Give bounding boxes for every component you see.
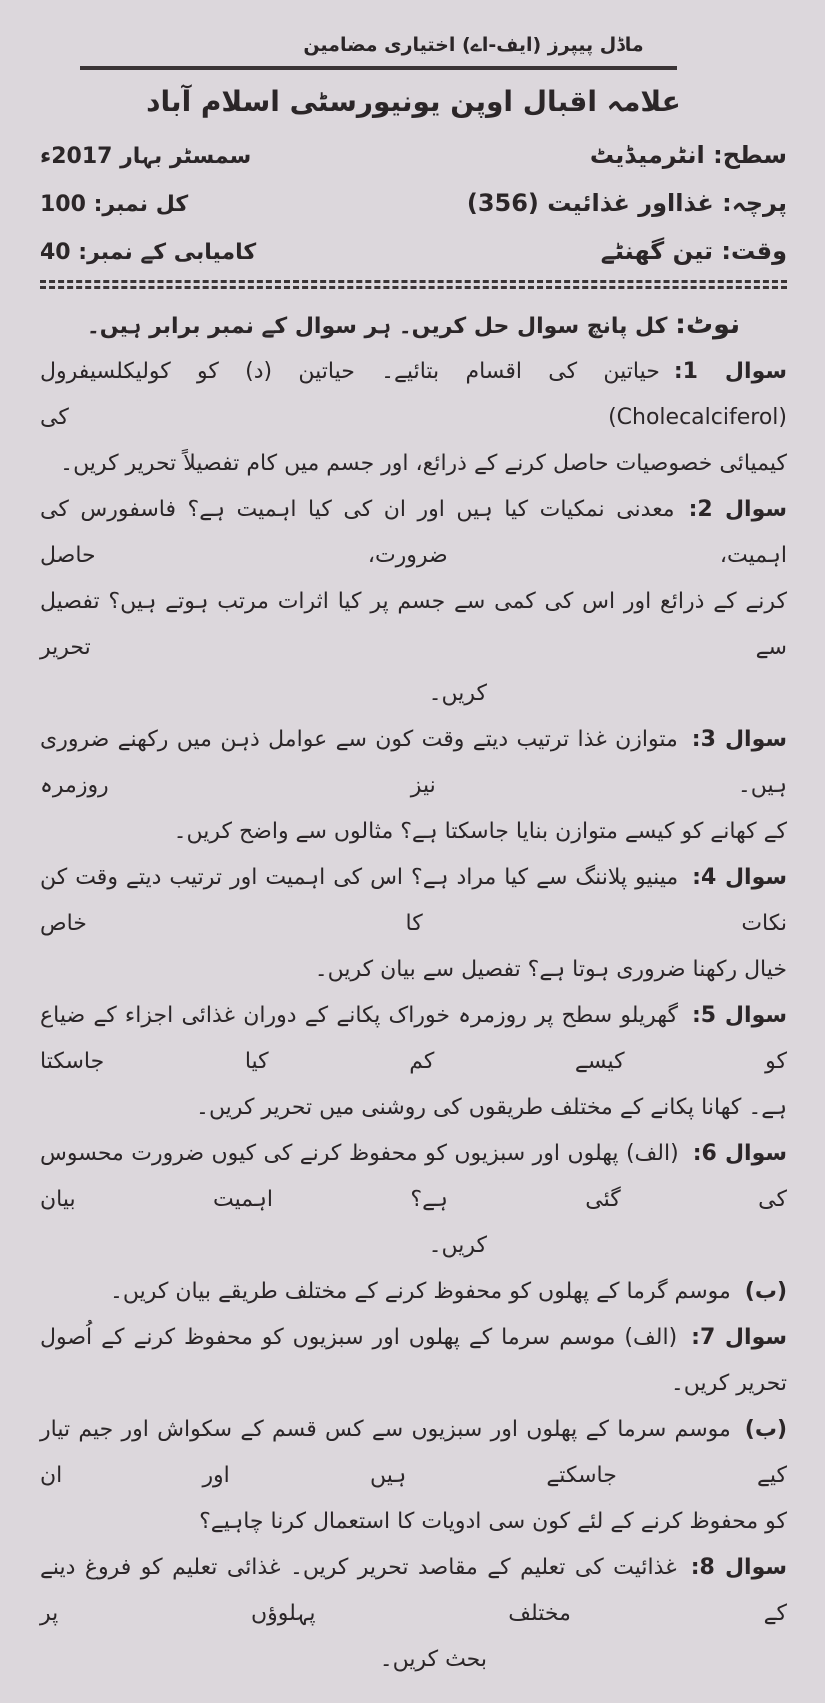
question-text: موسم گرما کے پھلوں کو محفوظ کرنے کے مختلف طریقے بیان کریں۔ <box>109 1279 731 1304</box>
header-row <box>40 180 787 228</box>
total-marks: کل نمبر: 100 <box>40 192 189 217</box>
note-label: نوٹ: <box>675 309 741 340</box>
question-label: سوال 2: <box>688 497 787 522</box>
question-text: گھریلو سطح پر روزمرہ خوراک پکانے کے دوران غذائی اجزاء کے ضیاع کو کیسے کم کیا جاسکتا <box>40 1003 787 1074</box>
question-label: سوال 8: <box>690 1555 788 1580</box>
header-row <box>40 132 787 180</box>
series-title: ماڈل پیپرز (ایف-اے) اختیاری مضامین <box>303 34 644 56</box>
divider <box>40 286 787 289</box>
question-label: سوال 3: <box>691 727 788 752</box>
question-text: متوازن غذا ترتیب دیتے وقت کون سے عوامل ذہن میں رکھنے ضروری ہیں۔ نیز روزمرہ <box>40 727 787 798</box>
question-9-first-line <box>40 1407 787 1499</box>
question-line <box>40 441 787 487</box>
question-text: معدنی نمکیات کیا ہیں اور ان کی کیا اہمیت ہے؟ فاسفورس کی اہمیت، ضرورت، حاصل <box>40 497 787 568</box>
question-1-first-line <box>40 349 787 441</box>
question-8-first-line <box>40 1315 787 1407</box>
question-line <box>40 671 787 717</box>
question-text: کریں۔ <box>428 681 487 706</box>
question-text: کے کھانے کو کیسے متوازن بنایا جاسکتا ہے؟ مثالوں سے واضح کریں۔ <box>173 819 787 844</box>
pass-marks: کامیابی کے نمبر: 40 <box>40 240 257 265</box>
question-6-first-line <box>40 1131 787 1223</box>
note <box>40 303 787 349</box>
question-line <box>40 1223 787 1269</box>
question-line <box>40 809 787 855</box>
questions <box>40 349 787 1683</box>
header-rule <box>80 66 677 70</box>
question-text: ہے۔ کھانا پکانے کے مختلف طریقوں کی روشنی میں تحریر کریں۔ <box>196 1095 787 1120</box>
semester: سمسٹر بہار 2017ء <box>40 144 252 169</box>
level: سطح: انٹرمیڈیٹ <box>589 141 787 169</box>
question-text: غذائیت کی تعلیم کے مقاصد تحریر کریں۔ غذائی تعلیم کو فروغ دینے کے مختلف پہلوؤں پر <box>40 1555 787 1626</box>
question-line <box>40 1499 787 1545</box>
question-7-first-line <box>40 1269 787 1315</box>
question-text: (الف) پھلوں اور سبزیوں کو محفوظ کرنے کی کیوں ضرورت محسوس کی گئی ہے؟ اہمیت بیان <box>40 1141 787 1212</box>
question-text: بحث کریں۔ <box>379 1647 487 1672</box>
question-2-first-line <box>40 487 787 579</box>
divider <box>40 280 787 283</box>
question-label: (ب) <box>744 1417 787 1442</box>
question-10-first-line <box>40 1545 787 1637</box>
question-text: کریں۔ <box>428 1233 487 1258</box>
question-label: سوال 6: <box>692 1141 787 1166</box>
question-text: کیمیائی خصوصیات حاصل کرنے کے ذرائع، اور جسم میں کام تفصیلاً تحریر کریں۔ <box>60 451 787 476</box>
question-line <box>40 947 787 993</box>
question-4-first-line <box>40 855 787 947</box>
header-row <box>40 228 787 276</box>
question-line <box>40 1085 787 1131</box>
note-text: کل پانچ سوال حل کریں۔ ہر سوال کے نمبر برابر ہیں۔ <box>86 314 668 339</box>
question-line <box>40 1637 787 1683</box>
question-3-first-line <box>40 717 787 809</box>
question-line <box>40 579 787 671</box>
question-label: سوال 7: <box>691 1325 787 1350</box>
question-text: خیال رکھنا ضروری ہوتا ہے؟ تفصیل سے بیان کریں۔ <box>314 957 787 982</box>
question-text: کو محفوظ کرنے کے لئے کون سی ادویات کا استعمال کرنا چاہیے؟ <box>199 1509 787 1534</box>
question-label: سوال 1: <box>673 359 787 384</box>
time: وقت: تین گھنٹے <box>600 237 787 265</box>
question-label: (ب) <box>744 1279 787 1304</box>
question-label: سوال 4: <box>692 865 788 890</box>
university-name: علامہ اقبال اوپن یونیورسٹی اسلام آباد <box>146 85 681 118</box>
question-5-first-line <box>40 993 787 1085</box>
paper: پرچہ: غذااور غذائیت (356) <box>466 189 787 217</box>
question-text: حیاتین کی اقسام بتائیے۔ حیاتین (د) کو کولیکلسیفرول (Cholecalciferol) کی <box>40 359 787 430</box>
question-text: مینیو پلاننگ سے کیا مراد ہے؟ اس کی اہمیت اور ترتیب دیتے وقت کن نکات کا خاص <box>40 865 787 936</box>
question-text: موسم سرما کے پھلوں اور سبزیوں سے کس قسم کے سکواش اور جیم تیار کیے جاسکتے ہیں اور ان <box>40 1417 787 1488</box>
question-text: (الف) موسم سرما کے پھلوں اور سبزیوں کو محفوظ کرنے کے اُصول تحریر کریں۔ <box>40 1325 787 1396</box>
question-text: کرنے کے ذرائع اور اس کی کمی سے جسم پر کیا اثرات مرتب ہوتے ہیں؟ تفصیل سے تحریر <box>40 589 787 660</box>
question-label: سوال 5: <box>691 1003 787 1028</box>
